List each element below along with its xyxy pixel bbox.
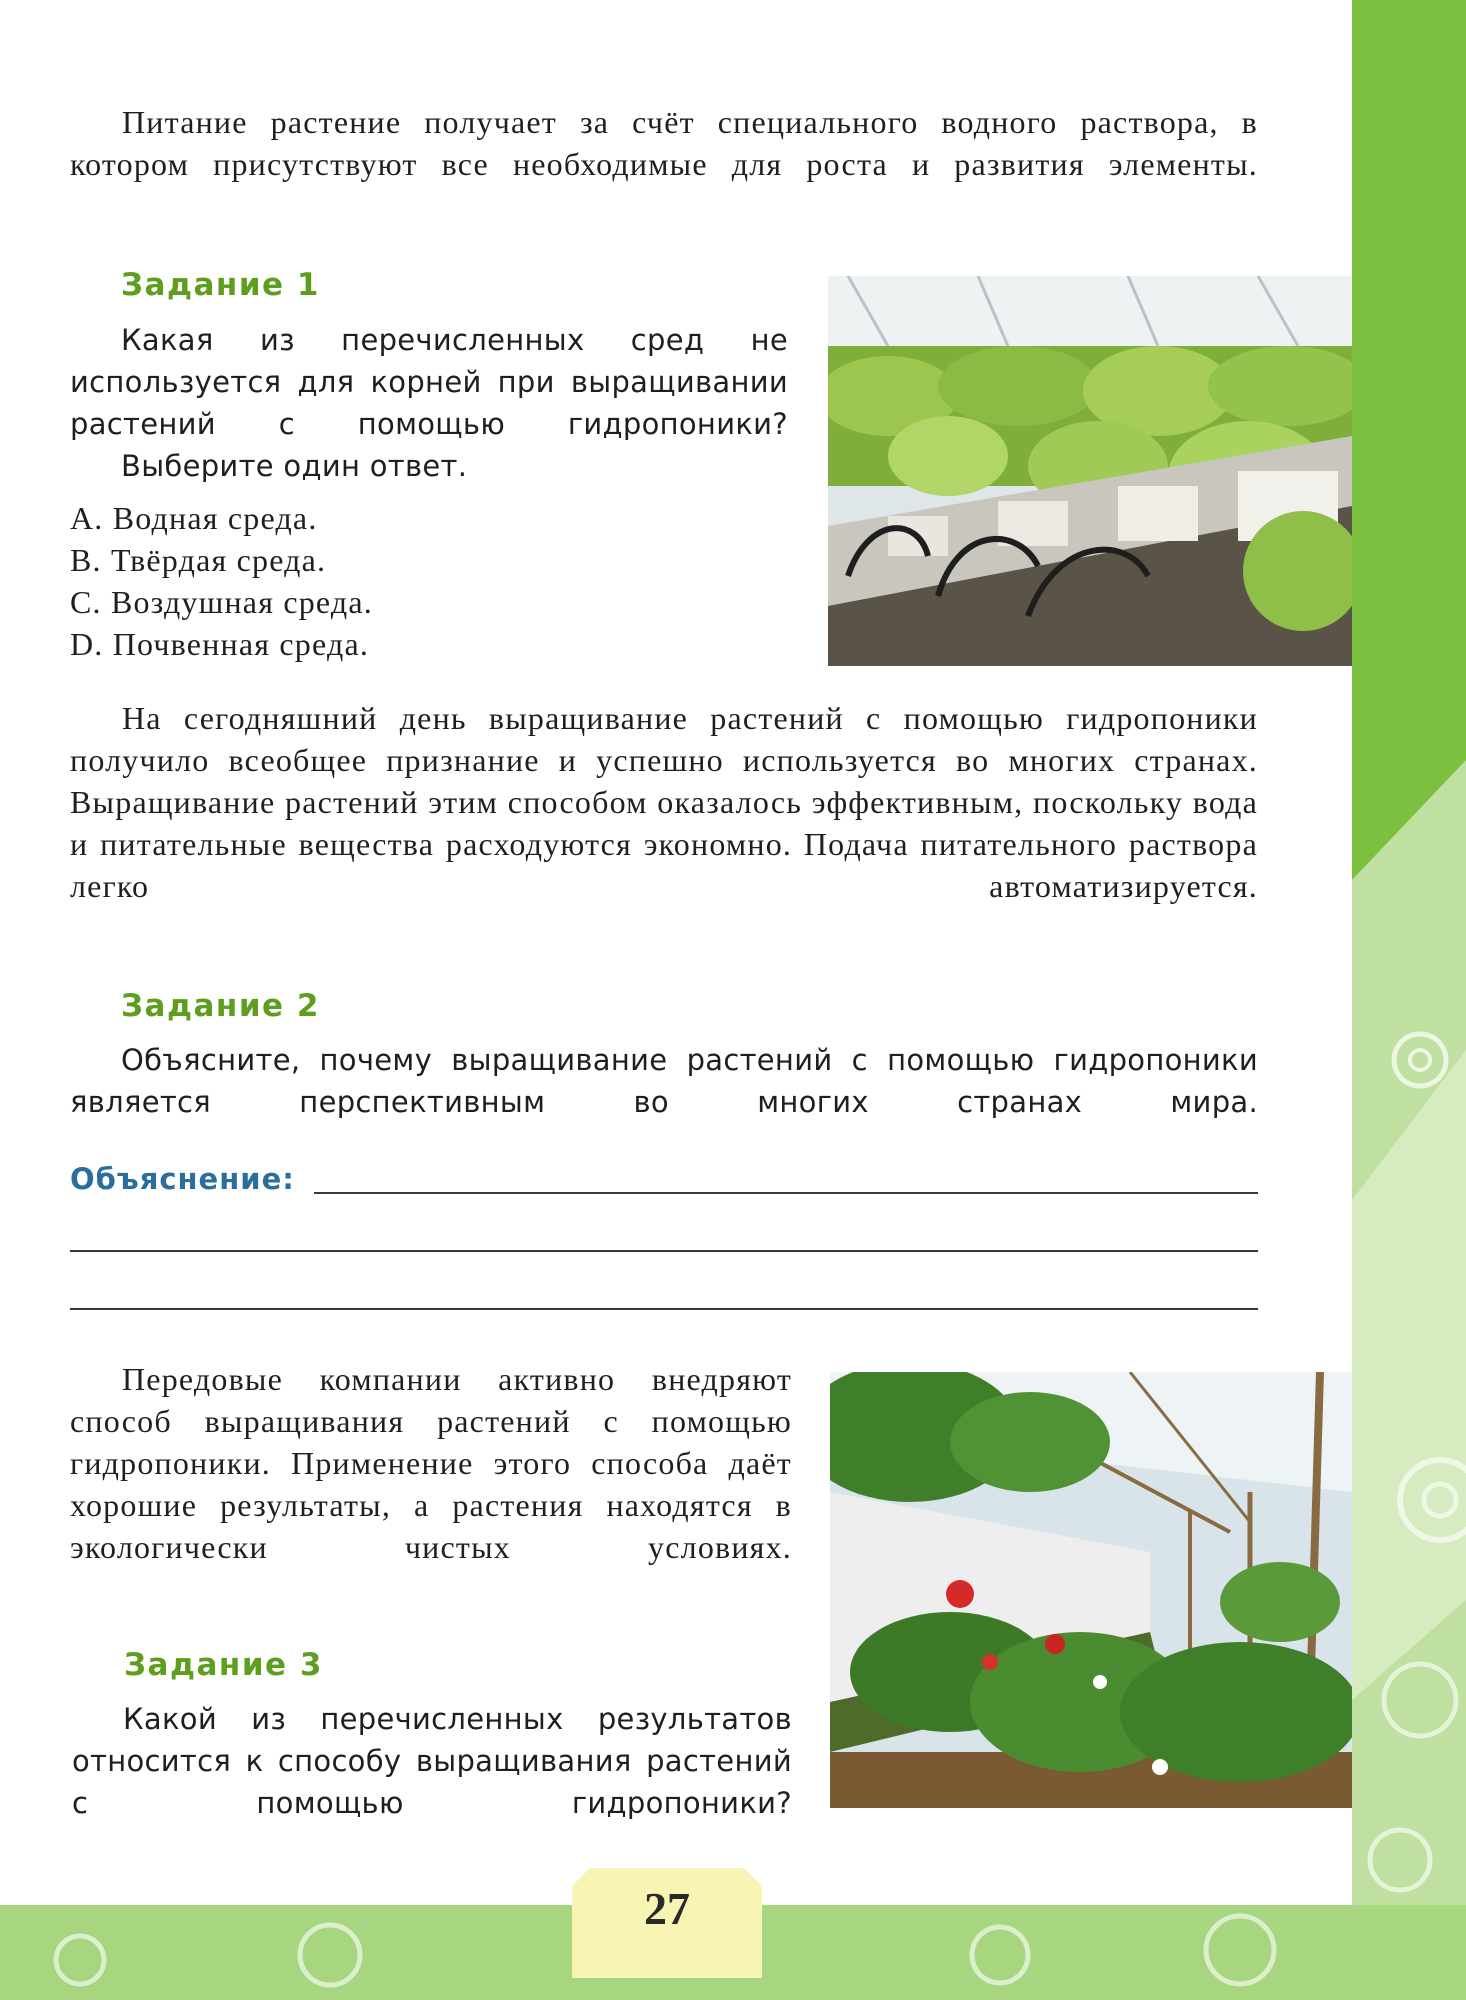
paragraph-2: На сегодняшний день выращивание растений с помощью гидропоники получило всеобщее признание и успешно используется во многих странах. Выращивание растений этим способом оказалось эффективным, поскольку вода и питательные вещества расходуются экономно. Подача питательного раствора легко автоматизируется. (70, 700, 1258, 904)
lettuce-hydroponics-photo (828, 276, 1352, 666)
answer-line-3[interactable] (70, 1308, 1258, 1310)
option-b[interactable]: В. Твёрдая среда. (70, 542, 327, 578)
page-number: 27 (644, 1883, 690, 1934)
option-d[interactable]: D. Почвенная среда. (70, 626, 370, 662)
answer-line-1[interactable] (314, 1192, 1258, 1194)
paragraph-3: Передовые компании активно внедряют способ выращивания растений с помощью гидропоники. Применение этого способа даёт хорошие результаты, а растения находятся в экологически чистых условиях. (70, 1361, 792, 1565)
task2-question: Объясните, почему выращивание растений с помощью гидропоники является перспективным во многих странах мира. (70, 1043, 1258, 1119)
task1-heading: Задание 1 (121, 267, 320, 303)
task1-instruction: Выберите один ответ. (121, 449, 468, 483)
option-a[interactable]: А. Водная среда. (70, 500, 318, 536)
task1-options (70, 497, 373, 665)
task3-heading: Задание 3 (124, 1647, 323, 1683)
option-c[interactable]: С. Воздушная среда. (70, 584, 373, 620)
explanation-label: Объяснение: (70, 1162, 295, 1196)
strawberry-greenhouse-photo (830, 1372, 1352, 1808)
task2-heading: Задание 2 (121, 988, 320, 1024)
task1-question: Какая из перечисленных сред не используется для корней при выращивании растений с помощью гидропоники? (70, 323, 788, 441)
answer-line-2[interactable] (70, 1250, 1258, 1252)
task3-question: Какой из перечисленных результатов относится к способу выращивания растений с помощью гидропоники? (72, 1702, 792, 1820)
intro-paragraph: Питание растение получает за счёт специального водного раствора, в котором присутствуют все необходимые для роста и развития элементы. (70, 104, 1258, 182)
